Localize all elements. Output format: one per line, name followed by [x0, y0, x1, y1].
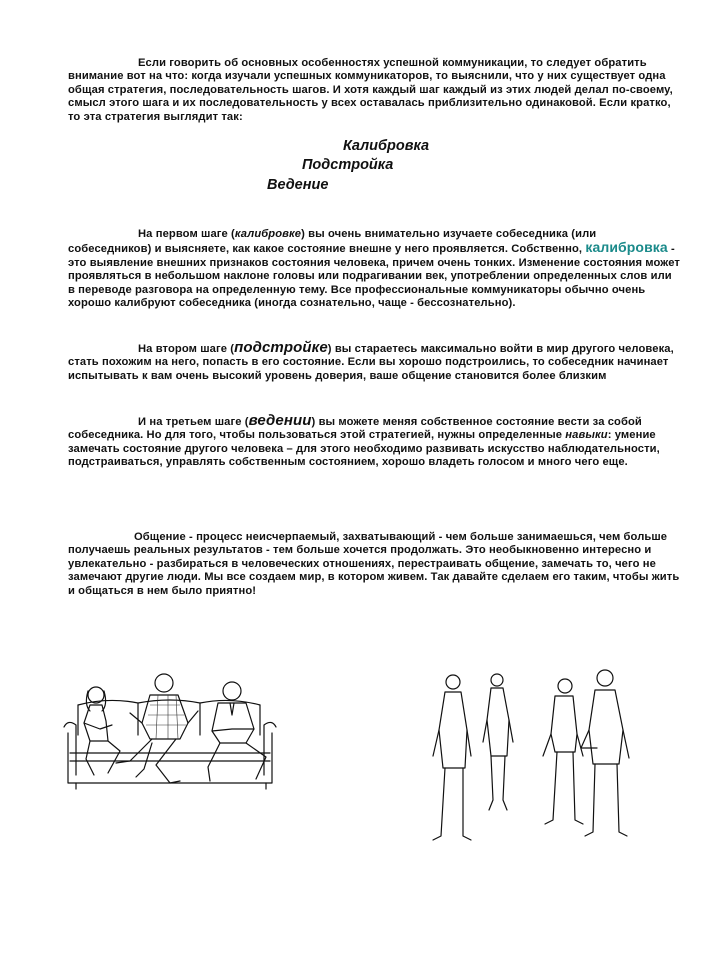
leading-term: ведении [248, 412, 312, 429]
intro-text: Если говорить об основных особенностях успешной коммуникации, то следует обратить внимание вот на что: когда изучали успешных коммуникаторов, то выяснили, что у них существует одна общая стратегия, последовательность шагов. И хотя каждый шаг каждый из этих людей делал по-своему, смысл этого шага и их последовательность у всех оставалась приблизительно одинаковой. Если кратко, то эта стратегия выглядит так: [68, 57, 673, 123]
step3-text-b: ) вы можете меняя собственное состояние вести за собой собеседника. Но для того, чтобы пользоваться этой стратегией, нужны определенные [68, 416, 642, 442]
step3-paragraph [68, 414, 680, 470]
step1-term-italic: калибровке [234, 228, 302, 240]
step1-text-c: - это выявление внешних признаков состояния человека, причем очень тонких. Изменение состояния может проявляться в небольшом наклоне головы или подрагивании век, употреблении определенных слов или в переводе разговора на определенную тему. Все профессиональные коммуникаторы обычно очень хорошо калибруют собеседника (иногда сознательно, чаще - бессознательно). [68, 243, 680, 310]
step-adjustment: Подстройка [302, 157, 394, 173]
step1-text-a: На первом шаге ( [138, 228, 235, 240]
step2-paragraph [68, 341, 680, 383]
closing-paragraph [68, 531, 680, 598]
step1-text-b: ) вы очень внимательно изучаете собеседника (или собеседников) и выясняете, как какое состояние внешне у него проявляется. Собственно, [68, 228, 597, 256]
step2-text-a: На втором шаге ( [138, 343, 235, 355]
closing-text: Общение - процесс неисчерпаемый, захватывающий - чем больше занимаешься, чем больше получаешь реальных результатов - тем больше хочется продолжать. Это необыкновенно интересно и увлекательно - разбираться в человеческих отношениях, перестраивать общение, замечать то, чего не замечают другие люди. Мы все создаем мир, в котором живем. Так давайте сделаем его таким, чтобы жить и общаться в нем было приятно! [68, 531, 680, 597]
step3-text-c: : умение замечать состояние другого человека – для этого необходимо развивать искусство наблюдательности, подстраиваться, управлять собственным состоянием, хорошо владеть голосом и много чего еще. [68, 429, 660, 469]
step3-text-a: И на третьем шаге ( [138, 416, 249, 428]
step2-text-b: ) вы стараетесь максимально войти в мир другого человека, стать похожим на него, попасть в его состояние. Если вы хорошо подстроились, то собеседник начинает испытывать к вам очень высокий уровень доверия, ваше общение становится более близким [68, 343, 674, 382]
sofa-people-illustration [60, 665, 285, 795]
adjustment-term: подстройке [234, 339, 328, 356]
calibration-term: калибровка [585, 239, 668, 256]
step1-paragraph [68, 228, 680, 310]
step-leading: Ведение [267, 177, 329, 193]
standing-people-illustration [425, 660, 635, 845]
step-calibration: Калибровка [343, 138, 430, 154]
intro-paragraph [68, 57, 680, 124]
skills-term: навыки [565, 429, 608, 442]
